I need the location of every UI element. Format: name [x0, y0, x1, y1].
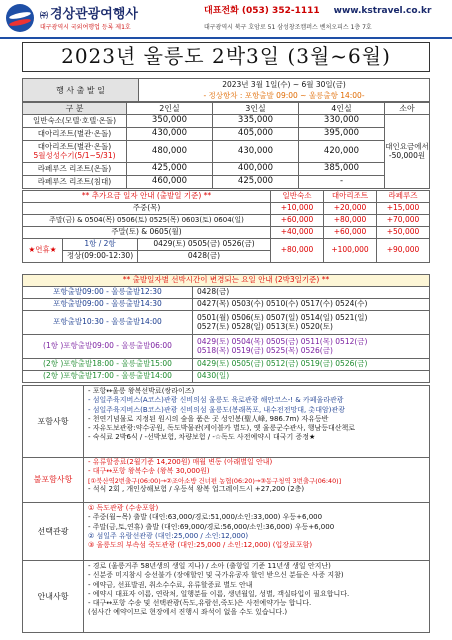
surcharge-laperouse: +70,000 — [377, 215, 430, 227]
holiday-label: ★연휴★ — [23, 239, 63, 263]
price-2p: 430,000 — [127, 128, 213, 141]
price-row-name: 일반숙소(모텔·호텔·온돌) — [23, 115, 127, 128]
departure-period — [22, 78, 430, 102]
schedule-dates: 0428(금) — [193, 287, 430, 299]
schedule-change-table — [22, 274, 430, 383]
schedule-change-title: ** 출발일자별 선박시간이 변경되는 요일 안내 (2박3일기준) ** — [23, 275, 430, 287]
price-row-name: 라페루즈 리조트(온돌) — [23, 163, 127, 176]
schedule-change-header — [23, 275, 430, 287]
notice-label: 안내사항 — [22, 561, 84, 633]
included-line: - 숙식료 2박6식 / -선박보험, 차량보험 / -☆독도 사전예약시 대국기 증정★ — [88, 433, 316, 442]
company-address: 대구광역시 북구 호암로 51 삼성창조캠퍼스 벤처오피스 1층 7호 — [204, 24, 372, 31]
child-price: 대인요금에서 -50,000원 — [385, 115, 430, 189]
company-header — [0, 0, 452, 38]
included-section — [22, 385, 430, 458]
company-logo-icon — [6, 4, 34, 32]
schedule-change-row — [23, 311, 430, 335]
surcharge-title: ** 추가요금 일자 안내 (출발일 기준) ** — [23, 191, 271, 203]
price-4p: 330,000 — [299, 115, 385, 128]
schedule-change-row — [23, 299, 430, 311]
schedule-dates: 0430(일) — [193, 371, 430, 383]
page-title: 2023년 울릉도 2박3일 (3월~6월) — [22, 42, 430, 72]
excluded-line: - 대구↔포항 왕복수송 (왕복 30,000원) — [88, 467, 210, 476]
price-row-name: 대아리조트(별관·온돌) — [23, 128, 127, 141]
schedule-change-row — [23, 335, 430, 359]
peak-season-note: 5월성성수기(5/1~5/31) — [33, 150, 116, 160]
notice-line: - 예약시 대표자 이름, 연락처, 일행분들 이름, 생년월일, 성별, 객실타입이 필요합니다. — [88, 589, 350, 598]
price-row — [23, 115, 385, 128]
price-header-4p: 4인실 — [299, 103, 385, 115]
schedule-dates: 0429(토) 0505(금) 0512(금) 0519(금) 0526(금) — [193, 359, 430, 371]
holiday-sailing-a: 1항 / 2항 — [63, 239, 138, 251]
price-row — [23, 163, 385, 176]
price-row-name: 라페루즈 리조트(침대) — [23, 176, 127, 189]
schedule-time: (2항 )포항출발18:00 - 울릉출발15:00 — [23, 359, 193, 371]
surcharge-col-general: 일반숙소 — [271, 191, 324, 203]
optional-label: 선택관광 — [22, 503, 84, 561]
excluded-line: - 유류할증료(2월기준 14,200원) 매월 변동 (아래별일 안내) — [88, 458, 273, 466]
included-line: - 자유도보관광:약수공원, 독도박물관(케이블카 별도), 옛 울릉군수관사, 행남등대산책로 — [88, 424, 356, 433]
optional-line: - 주말(금,토,연휴) 출발 (대인:69,000/경로:56,000/소인:36,000) 우등+6,000 — [88, 522, 335, 531]
price-table — [22, 102, 430, 189]
holiday-dates-b: 0428(금) — [138, 251, 271, 263]
surcharge-laperouse: +15,000 — [377, 203, 430, 215]
optional-line: ① 독도관광 (수송포함) — [88, 504, 159, 512]
optional-line: ③ 울릉도의 부속섬 죽도관광 (대인:25,000 / 소인:12,000) (입장료포함) — [88, 541, 313, 550]
price-2p: 425,000 — [127, 163, 213, 176]
price-row — [23, 128, 385, 141]
period-ports: - 정상항차 : 포항출발 09:00 ~ 울릉출항 14:00- — [203, 91, 365, 100]
price-3p: 425,000 — [213, 176, 299, 189]
schedule-time: 포항출발09:00 - 울릉출발12:30 — [23, 287, 193, 299]
schedule-time: (1항 )포항출발09:00 - 울릉출발06:00 — [23, 335, 193, 359]
price-3p: 400,000 — [213, 163, 299, 176]
included-label: 포함사항 — [22, 386, 84, 458]
company-name: ㈜ 경상관광여행사 — [40, 7, 138, 22]
price-row-name: 대아리조트(별관·온돌) 5월성성수기(5/1~5/31) — [23, 141, 127, 163]
price-3p: 430,000 — [213, 141, 299, 163]
price-3p: 405,000 — [213, 128, 299, 141]
price-2p: 480,000 — [127, 141, 213, 163]
included-line: - 섬일주육지버스(A코스)관광 신비의섬 울릉도 육로관광 해안코스-! & 카페울라관광 — [88, 396, 344, 405]
surcharge-row — [23, 215, 430, 227]
surcharge-col-laperouse: 라페루즈 — [377, 191, 430, 203]
price-header-2p: 2인실 — [127, 103, 213, 115]
price-header-child: 소아 — [385, 103, 430, 115]
price-row — [23, 176, 385, 189]
price-header-row — [23, 103, 430, 115]
excluded-label: 불포함사항 — [22, 457, 84, 503]
price-3p: 335,000 — [213, 115, 299, 128]
surcharge-daea: +20,000 — [324, 203, 377, 215]
price-4p: 420,000 — [299, 141, 385, 163]
surcharge-general: +10,000 — [271, 203, 324, 215]
holiday-dates-a: 0429(토) 0505(금) 0526(금) — [138, 239, 271, 251]
surcharge-row — [23, 203, 430, 215]
excluded-line: [①북산역2번출구(06:00)→②조아소방 건너편 농협(06:20)→③동구청역 3번출구(06:40)] — [88, 476, 342, 485]
schedule-time: 포항출발09:00 - 울릉출발14:30 — [23, 299, 193, 311]
holiday-general: +80,000 — [271, 239, 324, 263]
surcharge-daea: +80,000 — [324, 215, 377, 227]
price-row — [23, 141, 385, 163]
optional-line: ② 섬일주 유람선관광 (대인:25,000 / 소인:12,000) — [88, 531, 249, 540]
holiday-daea: +100,000 — [324, 239, 377, 263]
company-license: 대구광역시 국외여행업 등록 제1호 — [40, 24, 131, 31]
holiday-row — [23, 239, 430, 263]
excluded-section — [22, 457, 430, 503]
price-2p: 350,000 — [127, 115, 213, 128]
included-line: - 포항↔울릉 왕복선박료(쌍라이즈) — [88, 387, 195, 395]
notice-section — [22, 561, 430, 633]
schedule-dates: 0427(목) 0503(수) 0510(수) 0517(수) 0524(수) — [193, 299, 430, 311]
period-dates: 2023년 3월 1일(수) ~ 6월 30일(금) — [222, 80, 346, 89]
schedule-time: (2항 )포항출발17:00 - 울릉출발14:00 — [23, 371, 193, 383]
optional-line: - 주중(월~목) 출발 (대인:63,000/경로:51,000/소인:33,000) 우등+6,000 — [88, 513, 323, 522]
surcharge-label: 주말(금) & 0504(목) 0506(토) 0525(목) 0603(토) 0604(일) — [23, 215, 271, 227]
surcharge-col-daea: 대아리조트 — [324, 191, 377, 203]
price-2p: 460,000 — [127, 176, 213, 189]
header-divider — [0, 37, 452, 39]
holiday-sailing-b: 정상(09:00-12:30) — [63, 251, 138, 263]
price-4p: 395,000 — [299, 128, 385, 141]
period-label: 행 사 출 발 일 — [23, 79, 139, 101]
included-line: - 섬일주육지버스(B코스)관광 신비의섬 울릉도(봉래폭포, 내수전전망대, 촛대암)관광 — [88, 405, 345, 414]
company-phone: 대표전화 (053) 352-1111 www.kstravel.co.kr — [204, 6, 432, 16]
schedule-change-row — [23, 287, 430, 299]
price-header-type: 구 분 — [23, 103, 127, 115]
schedule-dates: 0501(월) 0506(토) 0507(일) 0514(일) 0521(일) 0527(토) 0528(일) 0513(토) 0520(토) — [193, 311, 430, 335]
schedule-change-row — [23, 359, 430, 371]
optional-section — [22, 503, 430, 561]
notice-line: - 예약금, 선표발권, 취소수수료, 유류할증료 별도 안내 — [88, 580, 253, 589]
notice-line: - 대구↔포항 수송 및 선택관광(독도,유람선,죽도)은 사전예약가능 합니다. — [88, 599, 312, 608]
surcharge-label: 주말(토) & 0605(월) — [23, 227, 271, 239]
surcharge-daea: +60,000 — [324, 227, 377, 239]
schedule-change-row — [23, 371, 430, 383]
notice-line: - 경로 (울릉거주 58년생의 생일 지나) / 소아 (출항일 기준 11년생 생일 안지난) — [88, 562, 331, 570]
price-4p: - — [299, 176, 385, 189]
surcharge-general: +40,000 — [271, 227, 324, 239]
surcharge-row — [23, 227, 430, 239]
notice-line: (섬사간 예약이므로 현장에서 진행시 좌석이 없을 수도 있습니다.) — [88, 608, 288, 617]
included-line: - 천연기념물로 지정된 원시의 숲을 품은 곳 성인봉(聖人峰, 986.7m) 자유등반 — [88, 414, 329, 423]
excluded-line: - 석식 2회 , 개인상해보험 / 우등석 왕복 업그레이드시 +27,200 (2층) — [88, 485, 305, 494]
notice-line: - 신분증 미지참시 승선불가 (장애할인 및 국가유공자 할인 받으신 분들은 사증 지참) — [88, 571, 344, 580]
company-url[interactable]: www.kstravel.co.kr — [333, 6, 432, 16]
surcharge-label: 주중(목) — [23, 203, 271, 215]
surcharge-header — [23, 191, 430, 203]
price-4p: 385,000 — [299, 163, 385, 176]
holiday-laperouse: +90,000 — [377, 239, 430, 263]
price-header-3p: 3인실 — [213, 103, 299, 115]
schedule-time: 포항출발10:30 - 울릉출발14:00 — [23, 311, 193, 335]
surcharge-general: +60,000 — [271, 215, 324, 227]
schedule-dates: 0429(토) 0504(목) 0505(금) 0511(목) 0512(금) 0518(목) 0519(금) 0525(목) 0526(금) — [193, 335, 430, 359]
surcharge-table — [22, 190, 430, 263]
surcharge-laperouse: +50,000 — [377, 227, 430, 239]
